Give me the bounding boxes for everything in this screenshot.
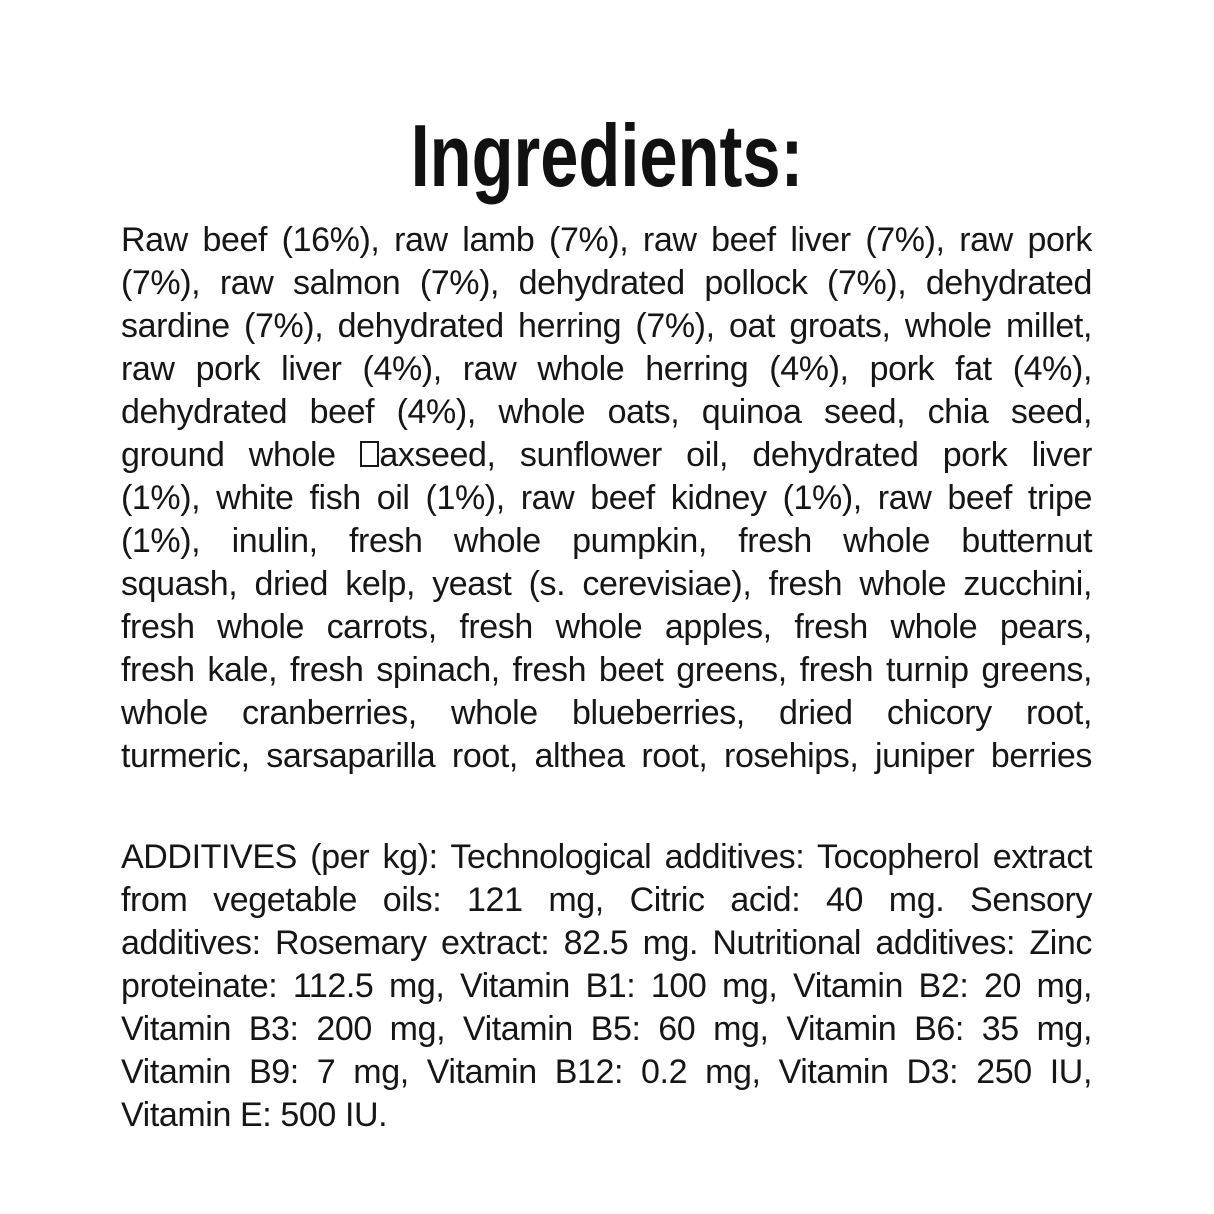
ingredients-paragraph [121, 219, 1092, 778]
page-title: Ingredients: [410, 106, 804, 205]
text-line: additives: Rosemary extract: 82.5 mg. Nutritional additives: Zinc [121, 924, 1092, 962]
missing-glyph-icon [360, 441, 379, 467]
text-line: raw pork liver (4%), raw whole herring (4%), pork fat (4%), [121, 350, 1092, 388]
text-line: proteinate: 112.5 mg, Vitamin B1: 100 mg, Vitamin B2: 20 mg, [121, 967, 1092, 1005]
text-line: Vitamin B3: 200 mg, Vitamin B5: 60 mg, Vitamin B6: 35 mg, [121, 1010, 1092, 1048]
text-line: from vegetable oils: 121 mg, Citric acid: 40 mg. Sensory [121, 881, 1092, 919]
text-line: ADDITIVES (per kg): Technological additives: Tocopherol extract [121, 838, 1092, 876]
text-line: (1%), white fish oil (1%), raw beef kidney (1%), raw beef tripe [121, 479, 1092, 517]
additives-paragraph [121, 836, 1092, 1137]
text-line: (7%), raw salmon (7%), dehydrated pollock (7%), dehydrated [121, 264, 1092, 302]
text-line: ground whole axseed, sunflower oil, dehydrated pork liver [121, 436, 1092, 474]
text-line: dehydrated beef (4%), whole oats, quinoa seed, chia seed, [121, 393, 1092, 431]
text-line: whole cranberries, whole blueberries, dried chicory root, [121, 694, 1092, 732]
text-line: Vitamin B9: 7 mg, Vitamin B12: 0.2 mg, Vitamin D3: 250 IU, [121, 1053, 1092, 1091]
text-line: squash, dried kelp, yeast (s. cerevisiae), fresh whole zucchini, [121, 565, 1092, 603]
text-line: Vitamin E: 500 IU. [121, 1096, 388, 1134]
text-line: Raw beef (16%), raw lamb (7%), raw beef liver (7%), raw pork [121, 221, 1092, 259]
text-line: fresh whole carrots, fresh whole apples, fresh whole pears, [121, 608, 1092, 646]
text-line: fresh kale, fresh spinach, fresh beet greens, fresh turnip greens, [121, 651, 1092, 689]
text-line: (1%), inulin, fresh whole pumpkin, fresh whole butternut [121, 522, 1092, 560]
text-line: turmeric, sarsaparilla root, althea root, rosehips, juniper berries [121, 737, 1092, 775]
text-line: sardine (7%), dehydrated herring (7%), oat groats, whole millet, [121, 307, 1092, 345]
